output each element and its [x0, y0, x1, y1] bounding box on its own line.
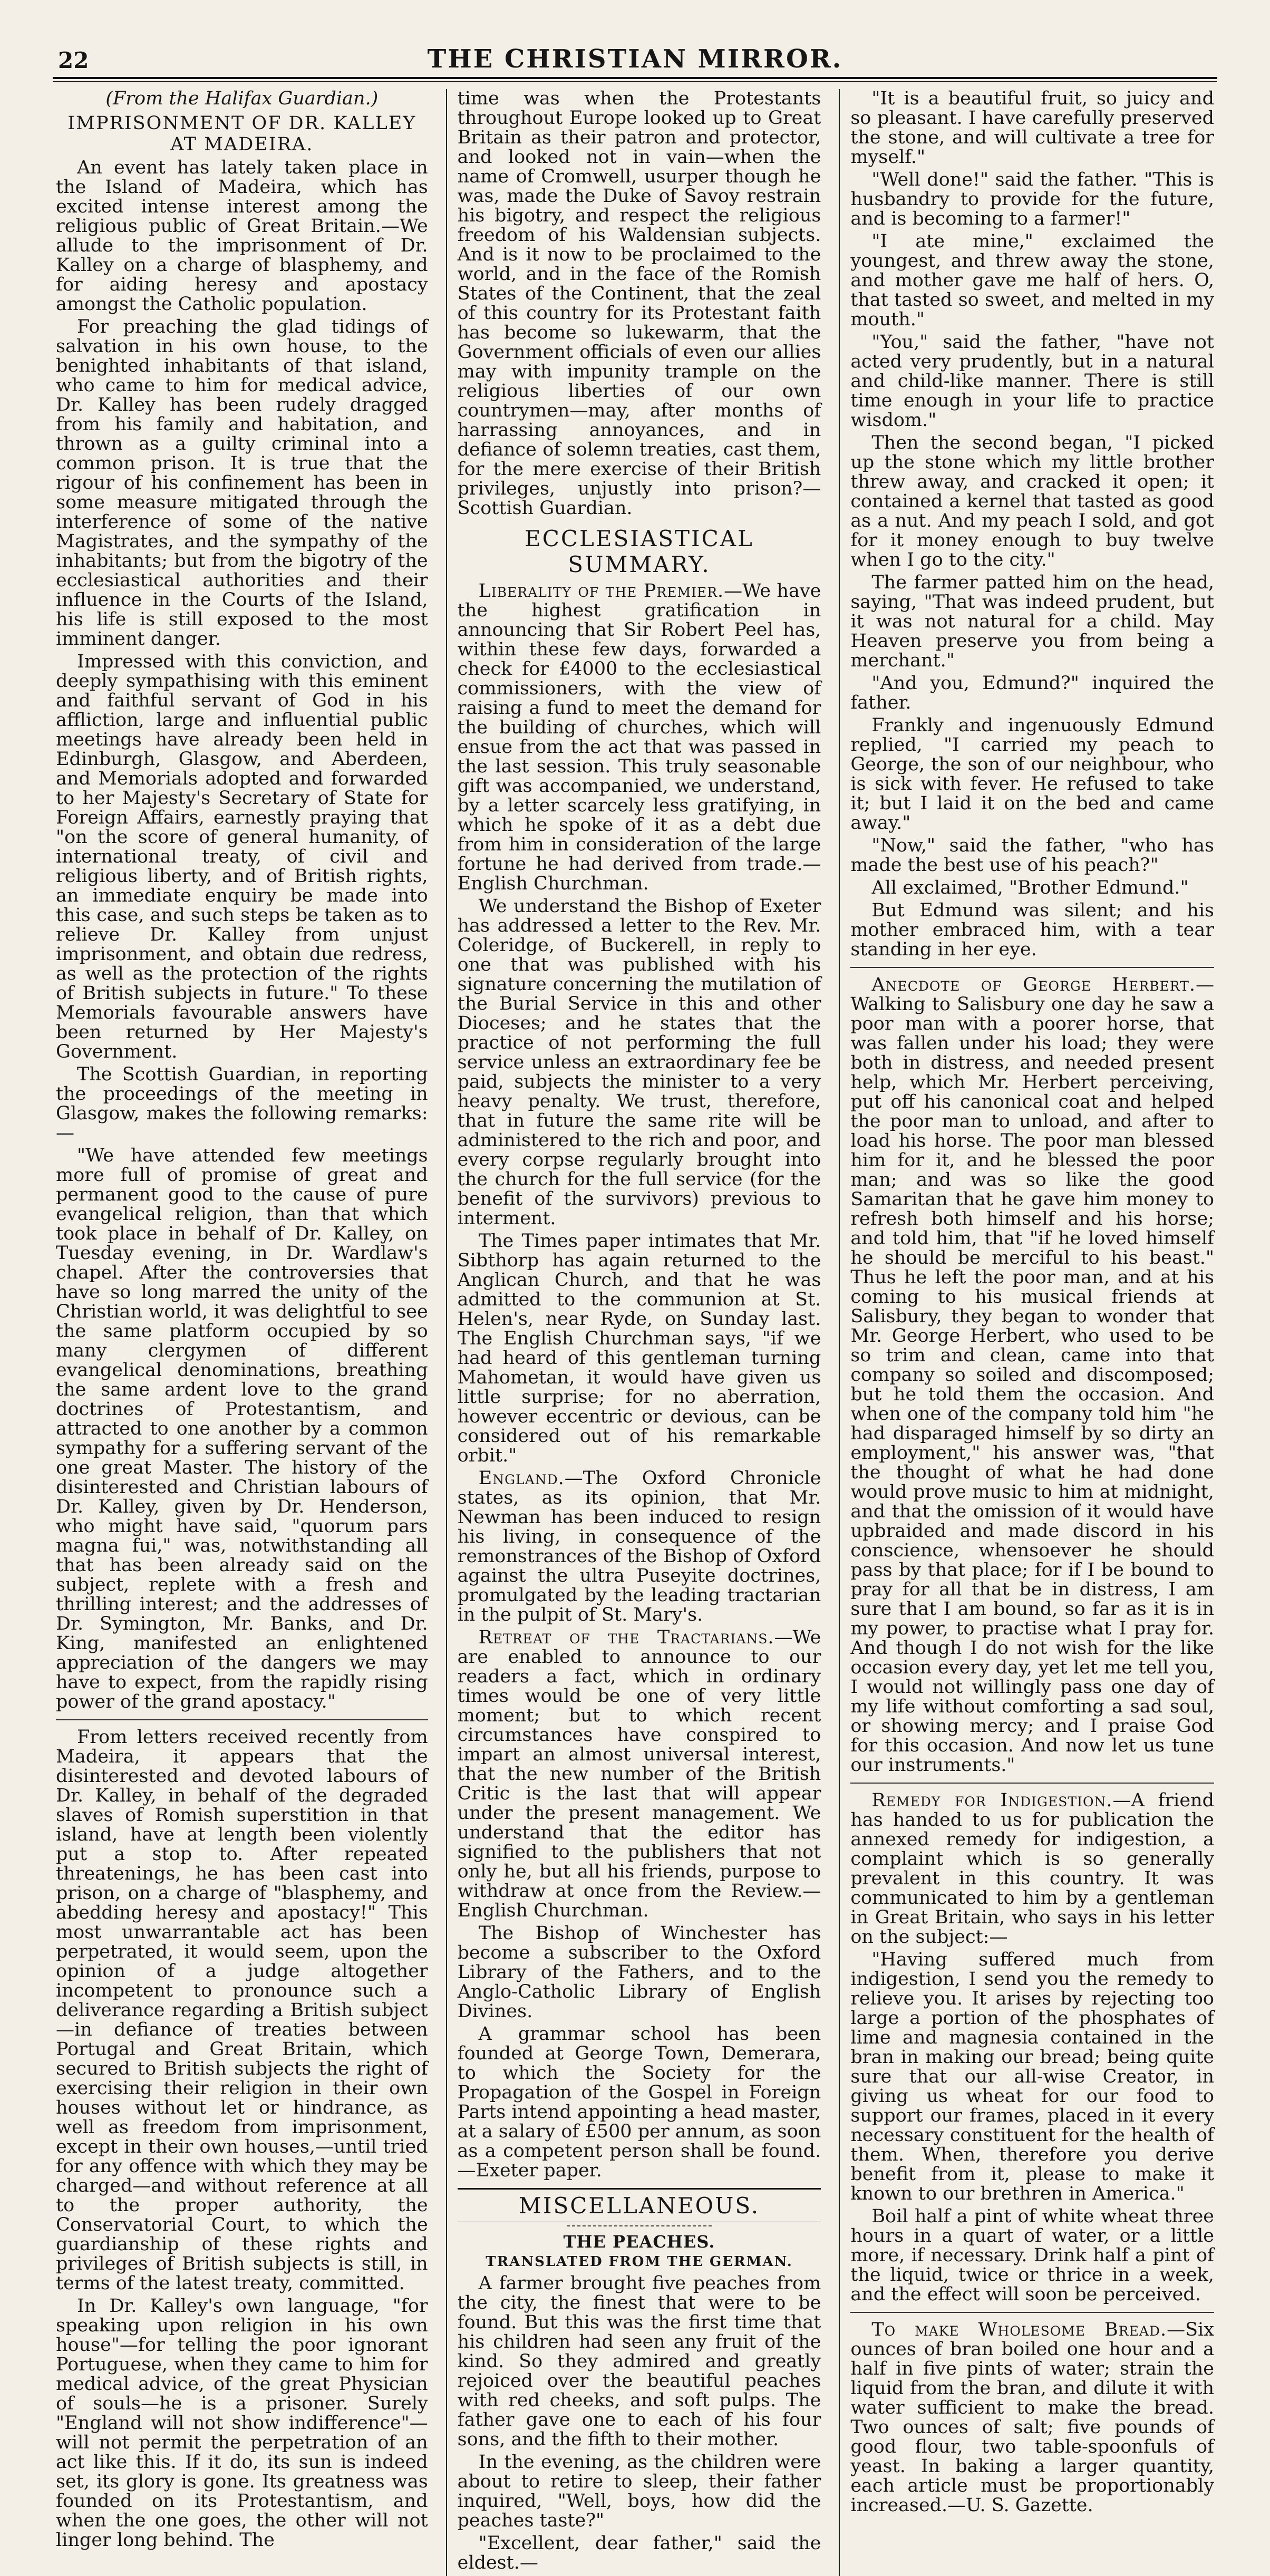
paragraph: Remedy for Indigestion.—A friend has handed to us for publication the annexed remedy for indigestion, a complaint which is so generally prevalent in this country. It was communicated to him by a gentleman in Great Britain, who says in his letter on the subject:— — [850, 1790, 1214, 1948]
section-heading-ecclesiastical: ECCLESIASTICAL SUMMARY. — [525, 526, 754, 577]
paragraph: "It is a beautiful fruit, so juicy and so pleasant. I have carefully preserved the stone, and will cultivate a tree for myself." — [850, 88, 1214, 168]
divider — [56, 1719, 428, 1720]
paragraph: Liberality of the Premier.—We have the highest gratification in announcing that Sir Robert Peel has, within these few days, forwarded a check for £4000 to the ecclesiastical commissioners, with the view of raising a fund to meet the demand for the building of churches, which will ensue from the act that was passed in the last session. This truly seasonable gift was accompanied, we understand, by a letter scarcely less gratifying, in which he spoke of it as a debt due from him in consideration of the large fortune he had derived from trade.—English Churchman. — [457, 580, 821, 894]
paragraph-lead: England. — [478, 1468, 565, 1489]
paragraph-lead: Anecdote of George Herbert. — [871, 974, 1196, 995]
misc-heading-box — [458, 2188, 821, 2222]
paragraph: The Times paper intimates that Mr. Sibthorp has again returned to the Anglican Church, and that he was admitted to the communion at St. Helen's, near Ryde, on Sunday last. The English Churchman says, "if we had heard of this gentleman turning Mahometan, it would have given us little surprise; for no aberration, however eccentric or devious, can be considered out of his remarkable orbit." — [457, 1231, 821, 1466]
paragraph: In Dr. Kalley's own language, "for speaking upon religion in his own house"—for telling the poor ignorant Portuguese, when they came to him for medical advice, of the great Physician of souls—he is a prisoner. Surely "England will not show indifference"—will not permit the perpetration of an act like this. If it do, its sun is indeed set, its glory is gone. Its greatness was founded on its Protestantism, and when the one goes, the other will not linger long behind. The — [56, 2296, 428, 2551]
paragraph: "I ate mine," exclaimed the youngest, and threw away the stone, and mother gave me half of hers. O, that tasted so sweet, and melted in my mouth." — [850, 231, 1214, 330]
paragraph: From letters received recently from Madeira, it appears that the disinterested and devoted labours of Dr. Kalley, in behalf of the degraded slaves of Romish superstition in that island, have at length been violently put a stop to. After repeated threatenings, he has been cast into prison, on a charge of "blasphemy, and abedding heresy and apostacy!" This most unwarrantable act has been perpetrated, it would seem, upon the opinion of a judge altogether incompetent to pronounce such a deliverance regarding a British subject—in defiance of treaties between Portugal and Great Britain, which secured to British subjects the right of exercising their religion in their own houses without let or hindrance, as well as freedom from imprisonment, except in their own houses,—until tried for any offence with which they may be charged—and without reference at all to the proper authority, the Conservatorial Court, to which the guardianship of these rights and privileges of British subjects is still, in terms of the latest treaty, committed. — [56, 1727, 428, 2294]
paragraph: Retreat of the Tractarians.—We are enabled to announce to our readers a fact, which in ordinary times would be one of very little moment; but to which recent circumstances have conspired to impart an almost universal interest, that the new number of the British Critic is the last that will appear under the present management. We understand that the editor has signified to the publishers that not only he, but all his friends, purpose to withdraw at once from the Review.—English Churchman. — [457, 1627, 821, 1921]
paragraph: England.—The Oxford Chronicle states, as its opinion, that Mr. Newman has been induced to resign his living, in consequence of the remonstrances of the Bishop of Oxford against the ultra Puseyite doctrines, promulgated by the leading tractarian in the pulpit of St. Mary's. — [457, 1468, 821, 1625]
paragraph: But Edmund was silent; and his mother embraced him, with a tear standing in her eye. — [850, 900, 1214, 960]
paragraph: For preaching the glad tidings of salvation in his own house, to the benighted inhabitants of that island, who came to him for medical advice, Dr. Kalley has been rudely dragged from his family and habitation, and thrown as a guilty criminal into a common prison. It is true that the rigour of his confinement has been in some measure mitigated through the interference of some of the native Magistrates, and the sympathy of the inhabitants; but from the bigotry of the ecclesiastical authorities and their influence in the Courts of the Island, his life is still exposed to the most imminent danger. — [56, 316, 428, 650]
paragraph-lead: To make Wholesome Bread. — [871, 2319, 1167, 2340]
paragraph: Then the second began, "I picked up the stone which my little brother threw away, and cracked it open; it contained a kernel that tasted as good as a nut. And my peach I sold, and got for it money enough to buy twelve when I go to the city." — [850, 432, 1214, 570]
column-1 — [53, 89, 431, 2576]
column-3 — [839, 89, 1217, 2576]
ornament-divider — [567, 2225, 712, 2226]
paragraph: "We have attended few meetings more full of promise of great and permanent good to the cause of pure evangelical religion, than that which took place in behalf of Dr. Kalley, on Tuesday evening, in Dr. Wardlaw's chapel. After the controversies that have so long marred the unity of the Christian world, it was delightful to see the same platform occupied by so many clergymen of different evangelical denominations, breathing the same ardent love to the grand doctrines of Protestantism, and attracted to one another by a common sympathy for a suffering servant of the one great Master. The history of the disinterested and Christian labours of Dr. Kalley, given by Dr. Henderson, who might have said, "quorum pars magna fui," was, notwithstanding all that has been already said on the subject, replete with a fresh and thrilling interest; and the addresses of Dr. Symington, Mr. Banks, and Dr. King, manifested an enlightened appreciation of the dangers we may have to expect, from the rapidly rising power of the grand apostacy." — [56, 1145, 428, 1712]
divider — [850, 2312, 1214, 2313]
paragraph: Boil half a pint of white wheat three hours in a quart of water, or a little more, if necessary. Drink half a pint of the liquid, twice or thrice in a week, and the effect will soon be perceived. — [850, 2206, 1214, 2305]
paragraph: Anecdote of George Herbert.—Walking to Salisbury one day he saw a poor man with a poorer horse, that was fallen under his load; they were both in distress, and needed present help, which Mr. Herbert perceiving, put off his canonical coat and helped the poor man to unload, and after to load his horse. The poor man blessed him for it, and he blessed the poor man; and was so like the good Samaritan that he gave him money to refresh both himself and his horse; and told him, that "if he loved himself he should be merciful to his beast." Thus he left the poor man, and at his coming to his musical friends at Salisbury, they began to wonder that Mr. George Herbert, who used to be so trim and clean, came into that company so soiled and discomposed; but he told them the occasion. And when one of the company told him "he had disparaged himself by so dirty an employment," his answer was, "that the thought of what he had done would prove music to him at midnight, and that the omission of it would have upbraided and made discord in his conscience, whensoever he should pass by that place; for if I be bound to pray for all that be in distress, I am sure that I am bound, so far as it is in my power, to practise what I pray for. And though I do not wish for the like occasion every day, yet let me tell you, I would not willingly pass one day of my life without comforting a sad soul, or showing mercy; and I praise God for this occasion. And now let us tune our instruments." — [850, 974, 1214, 1776]
paragraph: All exclaimed, "Brother Edmund." — [871, 877, 1189, 898]
paragraph: The farmer patted him on the head, saying, "That was indeed prudent, but it was not natural for a child. May Heaven preserve you from being a merchant." — [850, 572, 1214, 671]
paragraph: "Having suffered much from indigestion, I send you the remedy to relieve you. It arises by rejecting too large a portion of the phosphates of lime and magnesia contained in the bran in making our bread; being quite sure that our all-wise Creator, in giving us wheat for our food to support our frames, placed in it every necessary constituent for the health of them. When, therefore you derive benefit from it, please to make it known to our brethren in America." — [850, 1949, 1214, 2204]
paragraph: Impressed with this conviction, and deeply sympathising with this eminent and faithful servant of God in his affliction, large and influential public meetings have already been held in Edinburgh, Glasgow, and Aberdeen, and Memorials adopted and forwarded to her Majesty's Secretary of State for Foreign Affairs, earnestly praying that "on the score of general humanity, of international treaty, of civil and religious liberty, and of British rights, an immediate enquiry be made into this case, and such steps be taken as to relieve Dr. Kalley from unjust imprisonment, and obtain due redress, as well as the protection of the rights of British subjects in future." To these Memorials favourable answers have been returned by Her Majesty's Government. — [56, 651, 428, 1062]
paragraph: "You," said the father, "have not acted very prudently, but in a natural and child-like manner. There is still time enough in your life to practice wisdom." — [850, 332, 1214, 431]
paragraph: "And you, Edmund?" inquired the father. — [850, 673, 1214, 713]
paragraph: We understand the Bishop of Exeter has addressed a letter to the Rev. Mr. Coleridge, of Buckerell, in reply to one that was published with his signature concerning the mutilation of the Burial Service in this and other Dioceses; and he states that the practice of not performing the full service unless an extraordinary fee be paid, subjects the minister to a very heavy penalty. We trust, therefore, that in future the same rite will be administered to the rich and poor, and every corpse regularly brought into the church for the full service (for the benefit of the survivors) previous to interment. — [457, 896, 821, 1229]
paragraph: "Well done!" said the father. "This is husbandry to provide for the future, and is becoming to a farmer!" — [850, 169, 1214, 229]
columns — [53, 89, 1217, 2576]
paragraph-lead: Remedy for Indigestion. — [871, 1790, 1113, 1811]
article-headline: IMPRISONMENT OF DR. KALLEY AT MADEIRA. — [67, 113, 416, 155]
paragraph: "Now," said the father, "who has made the best use of his peach?" — [850, 835, 1214, 876]
story-subtitle: TRANSLATED FROM THE GERMAN. — [486, 2254, 793, 2270]
page-number: 22 — [58, 47, 89, 73]
paragraph: "Excellent, dear father," said the eldest.— — [457, 2533, 821, 2573]
paragraph: In the evening, as the children were about to retire to sleep, their father inquired, "Well, boys, how did the peaches taste?" — [457, 2452, 821, 2531]
paragraph: A grammar school has been founded at George Town, Demerara, to which the Society for the Propagation of the Gospel in Foreign Parts intend appointing a head master, at a salary of £500 per annum, as soon as a competent person shall be found.—Exeter paper. — [457, 2023, 821, 2181]
paragraph: The Bishop of Winchester has become a subscriber to the Oxford Library of the Fathers, and to the Anglo-Catholic Library of English Divines. — [457, 1923, 821, 2022]
paragraph: To make Wholesome Bread.—Six ounces of bran boiled one hour and a half in five pints of water; strain the liquid from the bran, and dilute it with water sufficient to make the bread. Two ounces of salt; five pounds of good flour, two table-spoonfuls of yeast. In baking a larger quantity, each article must be proportionably increased.—U. S. Gazette. — [850, 2319, 1214, 2516]
column-2 — [446, 89, 825, 2576]
section-heading-miscellaneous: MISCELLANEOUS. — [518, 2193, 760, 2219]
running-header — [53, 37, 1217, 74]
story-title: THE PEACHES. — [563, 2232, 715, 2252]
paragraph: A farmer brought five peaches from the city, the finest that were to be found. But this was the first time that his children had seen any fruit of the kind. So they admired and greatly rejoiced over the beautiful peaches with red cheeks, and soft pulps. The father gave one to each of his four sons, and the fifth to their mother. — [457, 2273, 821, 2450]
article-source: (From the Halifax Guardian.) — [105, 88, 379, 109]
paragraph-lead: Liberality of the Premier. — [478, 580, 724, 602]
divider — [850, 1783, 1214, 1784]
paragraph: An event has lately taken place in the Island of Madeira, which has excited intense interest among the religious public of Great Britain.—We allude to the imprisonment of Dr. Kalley on a charge of blasphemy, and for aiding heresy and apostacy amongst the Catholic population. — [56, 157, 428, 315]
header-rule — [53, 77, 1217, 82]
paragraph: Frankly and ingenuously Edmund replied, "I carried my peach to George, the son of our neighbour, who is sick with fever. He refused to take it; but I laid it on the bed and came away." — [850, 715, 1214, 834]
paragraph: The Scottish Guardian, in reporting the proceedings of the meeting in Glasgow, makes the following remarks:— — [56, 1064, 428, 1144]
paragraph-lead: Retreat of the Tractarians. — [478, 1627, 774, 1648]
journal-title: THE CHRISTIAN MIRROR. — [427, 44, 843, 74]
paragraph: time was when the Protestants throughout Europe looked up to Great Britain as their patron and protector, and looked not in vain—when the name of Cromwell, usurper though he was, made the Duke of Savoy restrain his bigotry, and respect the religious freedom of his Waldensian subjects. And is it now to be proclaimed to the world, and in the face of the Romish States of the Continent, that the zeal of this country for its Protestant faith has become so lukewarm, that the Government officials of even our allies may with impunity trample on the religious liberties of our own countrymen—may, after months of harrassing annoyances, and in defiance of solemn treaties, cast them, for the mere exercise of their British privileges, unjustly into prison?—Scottish Guardian. — [457, 88, 821, 519]
divider — [850, 967, 1214, 968]
